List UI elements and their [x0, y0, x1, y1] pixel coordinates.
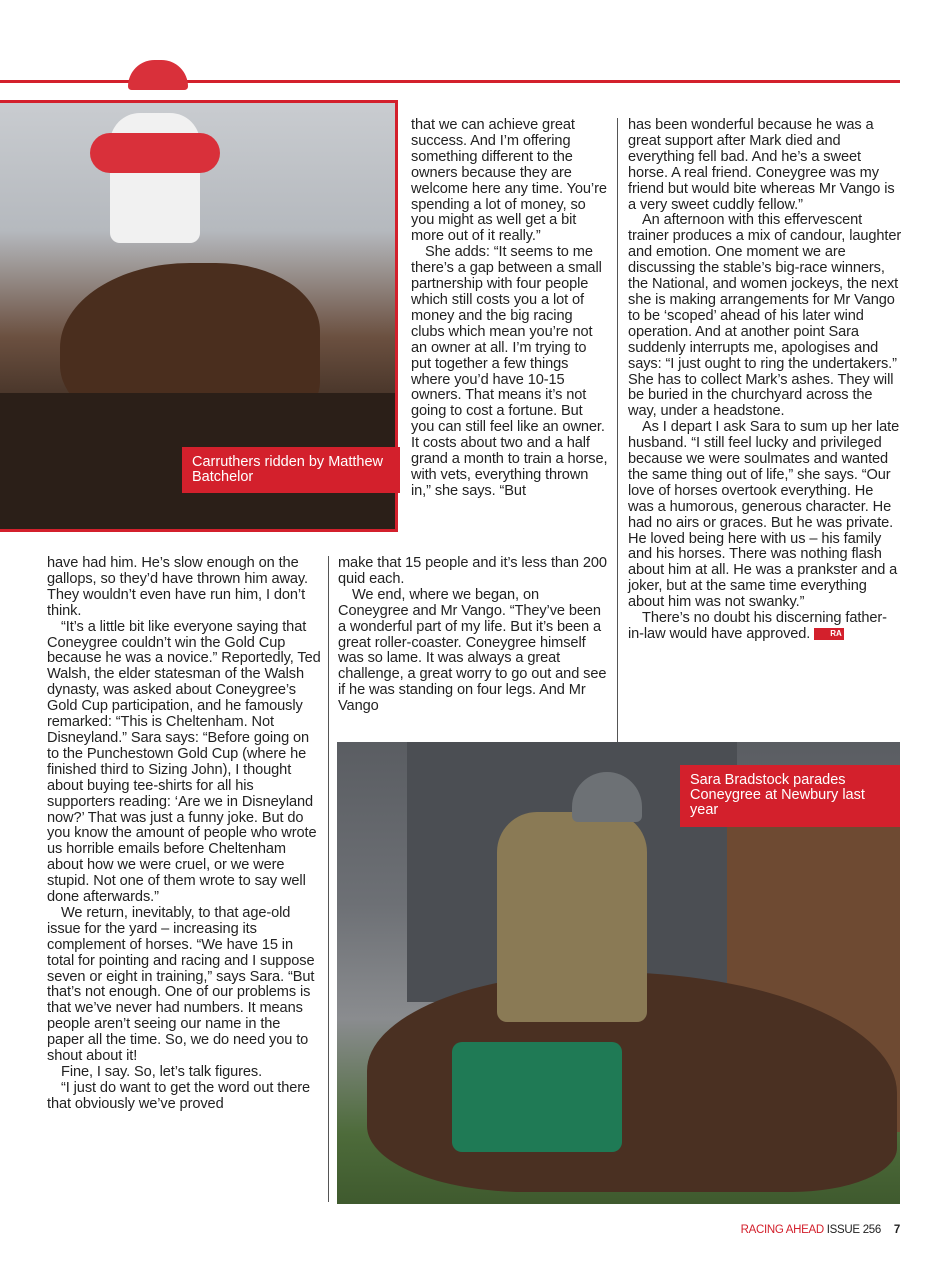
column-divider	[328, 556, 329, 1202]
paragraph: Fine, I say. So, let’s talk figures.	[61, 1064, 263, 1080]
rider-jacket	[497, 812, 647, 1022]
paragraph: has been wonderful because he was a great support after Mark died and everything fell bad. And he’s a sweet horse. A real friend. Coneygree was my friend but would bite whereas Mr Vango is a very sweet cuddly fellow.”	[628, 117, 895, 213]
paragraph	[628, 611, 902, 643]
number-cloth	[452, 1042, 622, 1152]
photo-caption: Carruthers ridden by Matthew Batchelor	[182, 447, 400, 493]
jockey-sleeves	[90, 133, 220, 173]
page-footer	[741, 1224, 900, 1236]
paragraph: have had him. He’s slow enough on the gallops, so they’d have thrown him away. They wouldn’t even have run him, I don’t think.	[47, 555, 308, 619]
photo-caption: Sara Bradstock parades Coneygree at Newbury last year	[680, 765, 900, 827]
closing-sentence: There’s no doubt his discerning father-in-law would have approved.	[628, 610, 887, 642]
paragraph: We end, where we began, on Coneygree and Mr Vango. “They’ve been a wonderful part of my life. But it’s been a great roller-coaster. Coneygree himself was so lame. It was always a great challenge, a great worry to go out and see if he was standing on four legs. And Mr Vango	[338, 586, 607, 715]
paragraph: “It’s a little bit like everyone saying that Coneygree couldn’t win the Gold Cup because he was a novice.” Reportedly, Ted Walsh, the elder statesman of the Walsh dynasty, was asked about Coneygree’s Gold Cup participation, and he famously remarked: “This is Cheltenham. Not Disneyland.” Sara says: “Before going on to the Punchestown Gold Cup (where he finished third to Sizing John), I thought about buying tee-shirts for all his supporters reading: ‘Are we in Disneyland now?’ That was just a funny joke. But do you know the amount of people who wrote us horrible emails before Cheltenham about how we were cruel, or we were stupid. Not one of them wrote to say well done afterwards.”	[47, 618, 321, 906]
jockey-cap	[128, 60, 188, 90]
magazine-name: RACING AHEAD	[740, 1224, 824, 1236]
article-column-2-top	[411, 118, 609, 500]
page-number: 7	[893, 1224, 900, 1236]
article-column-3	[628, 118, 902, 643]
paragraph: As I depart I ask Sara to sum up her late husband. “I still feel lucky and privileged because we were soulmates and wanted the same thing out of life,” she says. “Our love of horses overtook everything. He was a humorous, generous character. He had no airs or graces. But he was private. He loved being here with us – his family and his horses. There was nothing flash about him at all. He was a prankster and a joker, but at the same time everything about him was not swanky.”	[628, 419, 900, 611]
article-column-1	[47, 556, 321, 1113]
issue-number: ISSUE 256	[826, 1224, 881, 1236]
column-divider	[617, 118, 618, 750]
article-column-2-bottom	[338, 556, 610, 715]
paragraph: “I just do want to get the word out there that obviously we’ve proved	[47, 1079, 311, 1112]
paragraph: that we can achieve great success. And I’m offering something different to the owners because they are welcome here any time. You’re spending a lot of money, so you might as well get a bit more out of it really.”	[411, 117, 607, 245]
paragraph: She adds: “It seems to me there’s a gap between a small partnership with four people which still costs you a lot of money and the big racing clubs which mean you’re not an owner at all. I’m trying to put together a few things where you’d have 10-15 owners. That means it’s not going to cost a fortune. But you can still feel like an owner. It costs about two and a half grand a month to train a horse, with vets, everything thrown in,” she says. “But	[411, 244, 608, 499]
paragraph: We return, inevitably, to that age-old issue for the yard – increasing its complement of horses. “We have 15 in total for pointing and racing and I suppose seven or eight in training,” says Sara. “But that’s not enough. One of our problems is that we’ve never had numbers. It means people aren’t seeing our name in the paper all the time. So, we do need you to shout about it!	[47, 904, 315, 1065]
paragraph: make that 15 people and it’s less than 200 quid each.	[338, 555, 607, 587]
paragraph: An afternoon with this effervescent trainer produces a mix of candour, laughter and emotion. One moment we are discussing the stable’s big-race winners, the National, and women jockeys, the next she is making arrangements for Mr Vango to be ‘scoped’ ahead of his later wind operation. And at another point Sara suddenly interrupts me, apologises and says: “I just ought to ring the undertakers.” She has to collect Mark’s ashes. They will be buried in the churchyard across the way, under a headstone.	[628, 212, 902, 420]
end-mark-logo: RA	[814, 628, 843, 640]
